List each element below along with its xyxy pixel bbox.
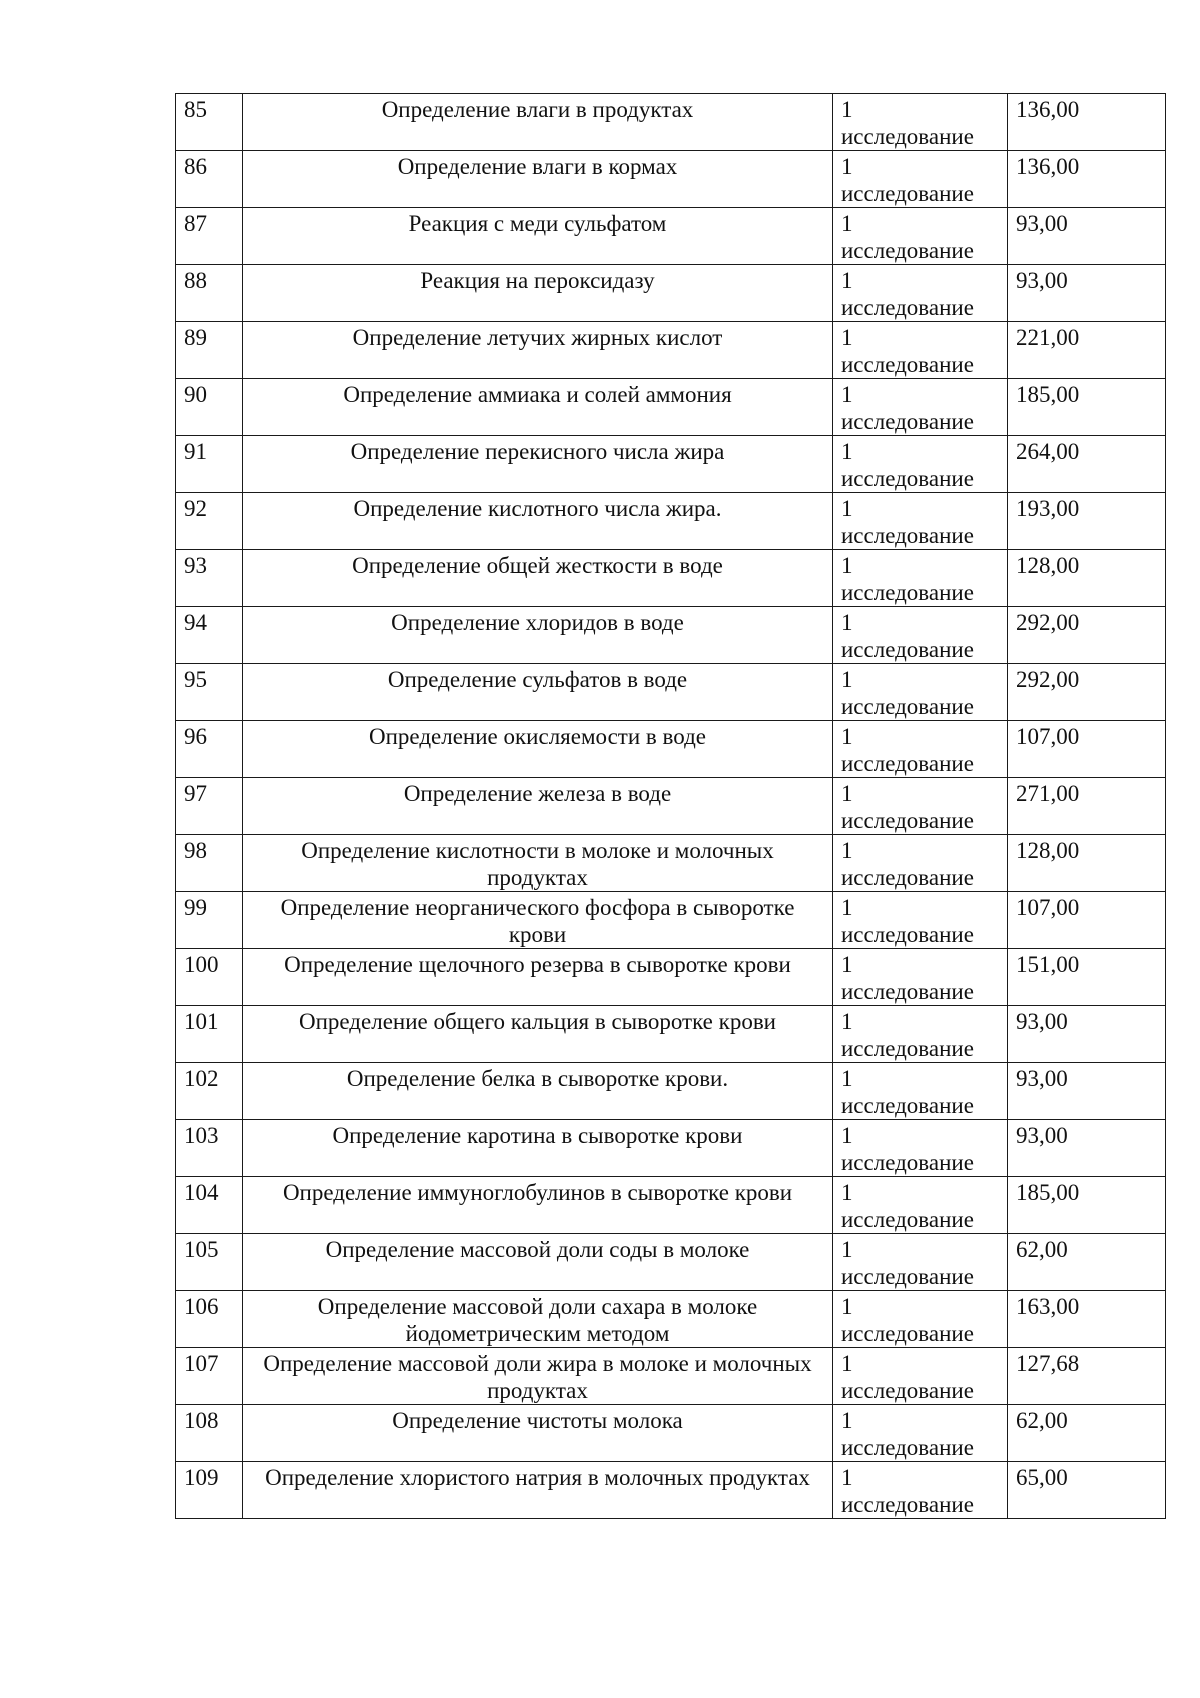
unit-label: исследование <box>841 808 974 833</box>
row-number: 95 <box>176 664 243 721</box>
row-number: 105 <box>176 1234 243 1291</box>
unit-quantity: 1 <box>841 1180 853 1205</box>
unit-label: исследование <box>841 1150 974 1175</box>
unit-cell <box>833 1405 1008 1462</box>
table-row <box>176 721 1166 778</box>
unit-quantity: 1 <box>841 97 853 122</box>
unit-quantity: 1 <box>841 1408 853 1433</box>
unit-label: исследование <box>841 580 974 605</box>
unit-quantity: 1 <box>841 496 853 521</box>
unit-cell <box>833 1462 1008 1519</box>
unit-label: исследование <box>841 238 974 263</box>
unit-quantity: 1 <box>841 154 853 179</box>
service-name: Определение неорганического фосфора в сыворотке крови <box>243 892 833 949</box>
row-number: 87 <box>176 208 243 265</box>
unit-quantity: 1 <box>841 724 853 749</box>
table-row <box>176 436 1166 493</box>
unit-cell <box>833 493 1008 550</box>
row-number: 109 <box>176 1462 243 1519</box>
unit-quantity: 1 <box>841 781 853 806</box>
row-number: 96 <box>176 721 243 778</box>
unit-cell <box>833 1120 1008 1177</box>
unit-label: исследование <box>841 865 974 890</box>
price-value: 93,00 <box>1008 1063 1166 1120</box>
row-number: 93 <box>176 550 243 607</box>
unit-label: исследование <box>841 295 974 320</box>
service-name: Определение белка в сыворотке крови. <box>243 1063 833 1120</box>
row-number: 85 <box>176 94 243 151</box>
service-name: Определение влаги в продуктах <box>243 94 833 151</box>
unit-cell <box>833 664 1008 721</box>
row-number: 89 <box>176 322 243 379</box>
table-row <box>176 379 1166 436</box>
table-row <box>176 493 1166 550</box>
price-value: 185,00 <box>1008 379 1166 436</box>
unit-cell <box>833 949 1008 1006</box>
service-name: Определение иммуноглобулинов в сыворотке крови <box>243 1177 833 1234</box>
unit-quantity: 1 <box>841 1066 853 1091</box>
price-value: 128,00 <box>1008 550 1166 607</box>
service-name: Определение щелочного резерва в сыворотке крови <box>243 949 833 1006</box>
service-name: Определение общей жесткости в воде <box>243 550 833 607</box>
service-name: Определение хлоридов в воде <box>243 607 833 664</box>
price-value: 163,00 <box>1008 1291 1166 1348</box>
price-value: 93,00 <box>1008 1120 1166 1177</box>
unit-cell <box>833 1348 1008 1405</box>
unit-label: исследование <box>841 1036 974 1061</box>
price-value: 127,68 <box>1008 1348 1166 1405</box>
unit-quantity: 1 <box>841 268 853 293</box>
unit-cell <box>833 1291 1008 1348</box>
table-body <box>176 94 1166 1519</box>
table-row <box>176 94 1166 151</box>
unit-cell <box>833 1177 1008 1234</box>
unit-label: исследование <box>841 1264 974 1289</box>
price-value: 292,00 <box>1008 664 1166 721</box>
service-name: Определение аммиака и солей аммония <box>243 379 833 436</box>
price-value: 62,00 <box>1008 1405 1166 1462</box>
table-row <box>176 1120 1166 1177</box>
price-value: 136,00 <box>1008 151 1166 208</box>
table-row <box>176 1006 1166 1063</box>
unit-quantity: 1 <box>841 952 853 977</box>
price-value: 193,00 <box>1008 493 1166 550</box>
row-number: 101 <box>176 1006 243 1063</box>
unit-quantity: 1 <box>841 382 853 407</box>
unit-label: исследование <box>841 1492 974 1517</box>
price-value: 93,00 <box>1008 208 1166 265</box>
unit-quantity: 1 <box>841 667 853 692</box>
table-row <box>176 322 1166 379</box>
unit-label: исследование <box>841 922 974 947</box>
row-number: 90 <box>176 379 243 436</box>
row-number: 104 <box>176 1177 243 1234</box>
table-row <box>176 1063 1166 1120</box>
service-name: Определение кислотного числа жира. <box>243 493 833 550</box>
service-name: Определение общего кальция в сыворотке крови <box>243 1006 833 1063</box>
unit-label: исследование <box>841 694 974 719</box>
unit-quantity: 1 <box>841 1237 853 1262</box>
unit-cell <box>833 778 1008 835</box>
price-value: 185,00 <box>1008 1177 1166 1234</box>
unit-quantity: 1 <box>841 1009 853 1034</box>
table-row <box>176 208 1166 265</box>
table-row <box>176 664 1166 721</box>
table-row <box>176 835 1166 892</box>
row-number: 86 <box>176 151 243 208</box>
unit-label: исследование <box>841 352 974 377</box>
table-row <box>176 778 1166 835</box>
unit-label: исследование <box>841 1207 974 1232</box>
service-name: Реакция на пероксидазу <box>243 265 833 322</box>
unit-cell <box>833 265 1008 322</box>
row-number: 88 <box>176 265 243 322</box>
row-number: 103 <box>176 1120 243 1177</box>
unit-cell <box>833 379 1008 436</box>
unit-cell <box>833 208 1008 265</box>
price-value: 136,00 <box>1008 94 1166 151</box>
unit-quantity: 1 <box>841 1351 853 1376</box>
row-number: 108 <box>176 1405 243 1462</box>
price-value: 93,00 <box>1008 265 1166 322</box>
table-row <box>176 1177 1166 1234</box>
row-number: 91 <box>176 436 243 493</box>
unit-quantity: 1 <box>841 838 853 863</box>
service-name: Определение чистоты молока <box>243 1405 833 1462</box>
unit-label: исследование <box>841 637 974 662</box>
price-value: 292,00 <box>1008 607 1166 664</box>
table-row <box>176 1405 1166 1462</box>
unit-label: исследование <box>841 181 974 206</box>
price-value: 107,00 <box>1008 892 1166 949</box>
unit-quantity: 1 <box>841 1465 853 1490</box>
price-value: 264,00 <box>1008 436 1166 493</box>
unit-cell <box>833 892 1008 949</box>
table-row <box>176 607 1166 664</box>
unit-label: исследование <box>841 124 974 149</box>
unit-label: исследование <box>841 979 974 1004</box>
table-row <box>176 265 1166 322</box>
row-number: 106 <box>176 1291 243 1348</box>
price-value: 62,00 <box>1008 1234 1166 1291</box>
price-table <box>175 93 1166 1519</box>
unit-quantity: 1 <box>841 610 853 635</box>
unit-cell <box>833 607 1008 664</box>
unit-quantity: 1 <box>841 553 853 578</box>
table-row <box>176 151 1166 208</box>
service-name: Определение кислотности в молоке и молочных продуктах <box>243 835 833 892</box>
unit-label: исследование <box>841 523 974 548</box>
service-name: Определение массовой доли соды в молоке <box>243 1234 833 1291</box>
price-value: 107,00 <box>1008 721 1166 778</box>
service-name: Определение каротина в сыворотке крови <box>243 1120 833 1177</box>
unit-label: исследование <box>841 409 974 434</box>
unit-quantity: 1 <box>841 1294 853 1319</box>
table-row <box>176 1462 1166 1519</box>
row-number: 99 <box>176 892 243 949</box>
service-name: Определение окисляемости в воде <box>243 721 833 778</box>
row-number: 97 <box>176 778 243 835</box>
unit-cell <box>833 322 1008 379</box>
price-value: 93,00 <box>1008 1006 1166 1063</box>
row-number: 94 <box>176 607 243 664</box>
service-name: Определение летучих жирных кислот <box>243 322 833 379</box>
unit-quantity: 1 <box>841 895 853 920</box>
unit-label: исследование <box>841 1093 974 1118</box>
table-row <box>176 550 1166 607</box>
service-name: Определение массовой доли жира в молоке и молочных продуктах <box>243 1348 833 1405</box>
unit-quantity: 1 <box>841 211 853 236</box>
row-number: 100 <box>176 949 243 1006</box>
unit-cell <box>833 835 1008 892</box>
unit-cell <box>833 94 1008 151</box>
price-value: 151,00 <box>1008 949 1166 1006</box>
table-row <box>176 1291 1166 1348</box>
unit-label: исследование <box>841 1321 974 1346</box>
unit-cell <box>833 436 1008 493</box>
row-number: 92 <box>176 493 243 550</box>
service-name: Определение хлористого натрия в молочных продуктах <box>243 1462 833 1519</box>
service-name: Определение железа в воде <box>243 778 833 835</box>
unit-label: исследование <box>841 1435 974 1460</box>
service-name: Определение массовой доли сахара в молоке йодометрическим методом <box>243 1291 833 1348</box>
service-name: Определение перекисного числа жира <box>243 436 833 493</box>
unit-cell <box>833 1006 1008 1063</box>
service-name: Определение влаги в кормах <box>243 151 833 208</box>
service-name: Реакция с меди сульфатом <box>243 208 833 265</box>
service-name: Определение сульфатов в воде <box>243 664 833 721</box>
price-value: 271,00 <box>1008 778 1166 835</box>
unit-cell <box>833 721 1008 778</box>
row-number: 98 <box>176 835 243 892</box>
unit-quantity: 1 <box>841 439 853 464</box>
unit-cell <box>833 550 1008 607</box>
unit-quantity: 1 <box>841 1123 853 1148</box>
row-number: 107 <box>176 1348 243 1405</box>
table-row <box>176 949 1166 1006</box>
table-row <box>176 1234 1166 1291</box>
price-value: 65,00 <box>1008 1462 1166 1519</box>
unit-cell <box>833 151 1008 208</box>
price-value: 221,00 <box>1008 322 1166 379</box>
table-row <box>176 892 1166 949</box>
unit-label: исследование <box>841 466 974 491</box>
unit-label: исследование <box>841 1378 974 1403</box>
table-row <box>176 1348 1166 1405</box>
price-value: 128,00 <box>1008 835 1166 892</box>
unit-label: исследование <box>841 751 974 776</box>
unit-cell <box>833 1063 1008 1120</box>
unit-quantity: 1 <box>841 325 853 350</box>
unit-cell <box>833 1234 1008 1291</box>
row-number: 102 <box>176 1063 243 1120</box>
